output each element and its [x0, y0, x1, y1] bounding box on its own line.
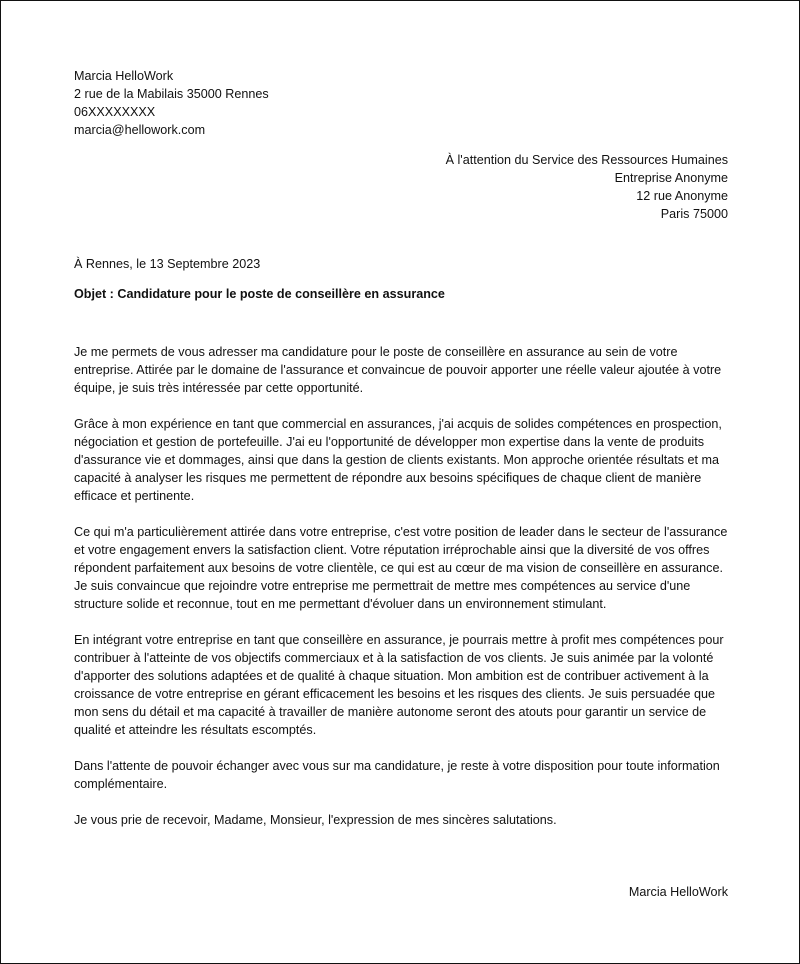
recipient-street: 12 rue Anonyme [636, 189, 728, 203]
body-paragraph: En intégrant votre entreprise en tant que conseillère en assurance, je pourrais mettre à profit mes compétences pour contribuer à l'atteinte de vos objectifs commerciaux et à la satisfaction de vos clients. Je suis animée par la volonté d'apporter des solutions adaptées et de qualité à chaque situation. Mon ambition est de contribuer activement à la croissance de votre entreprise en gérant efficacement les besoins et les risques des clients. Je suis persuadée que mon sens du détail et ma capacité à travailler de manière autonome seront des atouts pour garantir un service de qualité et atteindre les résultats escomptés. [74, 633, 724, 737]
recipient-city: Paris 75000 [660, 207, 728, 221]
sender-email: marcia@hellowork.com [74, 123, 206, 137]
letter-subject: Objet : Candidature pour le poste de conseillère en assurance [74, 287, 445, 301]
body-paragraph: Ce qui m'a particulièrement attirée dans votre entreprise, c'est votre position de leader dans le secteur de l'assurance et votre engagement envers la satisfaction client. Votre réputation irréprochable ainsi que la diversité de vos offres répondent parfaitement aux besoins de votre clientèle, ce qui est au cœur de ma vision de conseillère en assurance. Je suis convaincue que rejoindre votre entreprise me permettrait de mettre mes compétences au service d'une structure solide et reconnue, tout en me permettant d'évoluer dans un environnement stimulant. [74, 525, 728, 611]
body-paragraph: Grâce à mon expérience en tant que commercial en assurances, j'ai acquis de solides compétences en prospection, négociation et gestion de portefeuille. J'ai eu l'opportunité de développer mon expertise dans la vente de produits d'assurance vie et dommages, ainsi que dans la gestion de clients existants. Mon approche orientée résultats et ma capacité à analyser les risques me permettent de répondre aux besoins spécifiques de chaque client de manière efficace et pertinente. [74, 417, 722, 503]
sender-address: 2 rue de la Mabilais 35000 Rennes [74, 87, 269, 101]
body-paragraph: Je me permets de vous adresser ma candidature pour le poste de conseillère en assurance au sein de votre entreprise. Attirée par le domaine de l'assurance et convaincue de pouvoir apporter une réelle valeur ajoutée à votre équipe, je suis très intéressée par cette opportunité. [74, 345, 722, 395]
recipient-company: Entreprise Anonyme [614, 171, 728, 185]
closing-paragraph: Je vous prie de recevoir, Madame, Monsieur, l'expression de mes sincères salutations. [74, 813, 557, 827]
recipient-attention: À l'attention du Service des Ressources Humaines [445, 153, 728, 167]
body-paragraph: Dans l'attente de pouvoir échanger avec vous sur ma candidature, je reste à votre disposition pour toute information complémentaire. [74, 759, 720, 791]
place-date: À Rennes, le 13 Septembre 2023 [74, 257, 261, 271]
letter-body [74, 343, 730, 847]
sender-name: Marcia HelloWork [74, 69, 174, 83]
recipient-block [446, 151, 728, 223]
sender-block [74, 67, 269, 139]
sender-phone: 06XXXXXXXX [74, 105, 156, 119]
signature: Marcia HelloWork [628, 885, 728, 899]
